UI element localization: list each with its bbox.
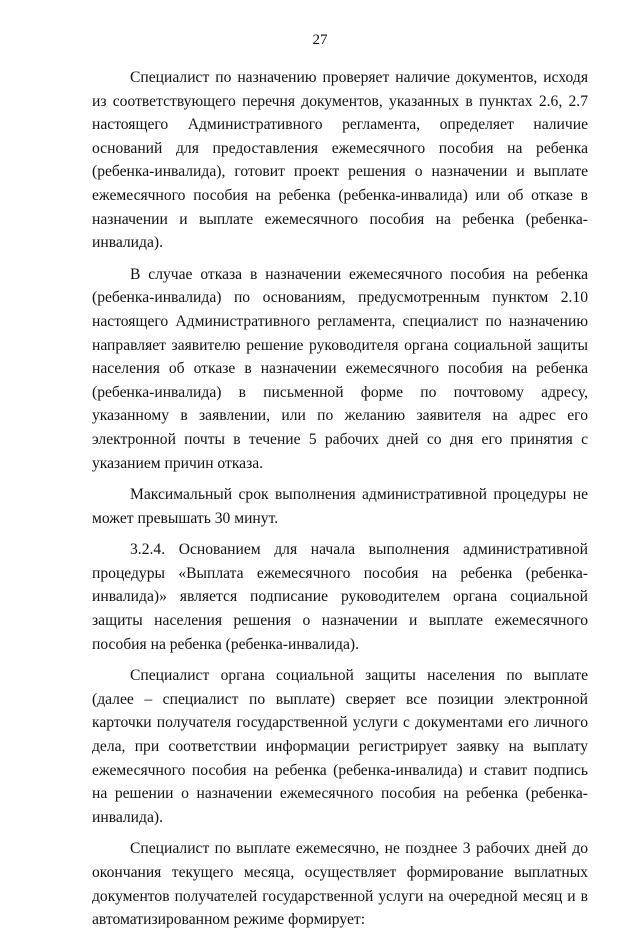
paragraph-4: 3.2.4. Основанием для начала выполнения административной процедуры «Выплата ежемесячного пособия на ребенка (ребенка-инвалида)» является подписание руководителем органа социальной защиты населения решения о назначении и выплате ежемесячного пособия на ребенка (ребенка-инвалида).: [92, 541, 588, 653]
document-body: [92, 66, 588, 940]
paragraph-1: Специалист по назначению проверяет наличие документов, исходя из соответствующего перечня документов, указанных в пунктах 2.6, 2.7 настоящего Административного регламента, определяет наличие оснований для предоставления ежемесячного пособия на ребенка (ребенка-инвалида), готовит проект решения о назначении и выплате ежемесячного пособия на ребенка (ребенка-инвалида) или об отказе в назначении и выплате ежемесячного пособия на ребенка (ребенка-инвалида).: [92, 69, 588, 252]
paragraph-3: Максимальный срок выполнения административной процедуры не может превышать 30 минут.: [92, 486, 588, 527]
paragraph-6: Специалист по выплате ежемесячно, не позднее 3 рабочих дней до окончания текущего месяца, осуществляет формирование выплатных документов получателей государственной услуги на очередной месяц и в автоматизированном режиме формирует:: [92, 840, 588, 929]
paragraph-5: Специалист органа социальной защиты населения по выплате (далее – специалист по выплате) сверяет все позиции электронной карточки получателя государственной услуги с документами его личного дела, при соответствии информации регистрирует заявку на выплату ежемесячного пособия на ребенка (ребенка-инвалида) и ставит подпись на решении о назначении ежемесячного пособия на ребенка (ребенка-инвалида).: [92, 667, 588, 826]
page-number: 27: [312, 32, 328, 48]
paragraph-2: В случае отказа в назначении ежемесячного пособия на ребенка (ребенка-инвалида) по основаниям, предусмотренным пунктом 2.10 настоящего Административного регламента, специалист по назначению направляет заявителю решение руководителя органа социальной защиты населения об отказе в назначении ежемесячного пособия на ребенка (ребенка-инвалида) в письменной форме по почтовому адресу, указанному в заявлении, или по желанию заявителя на адрес его электронной почты в течение 5 рабочих дней со дня его принятия с указанием причин отказа.: [92, 265, 588, 472]
